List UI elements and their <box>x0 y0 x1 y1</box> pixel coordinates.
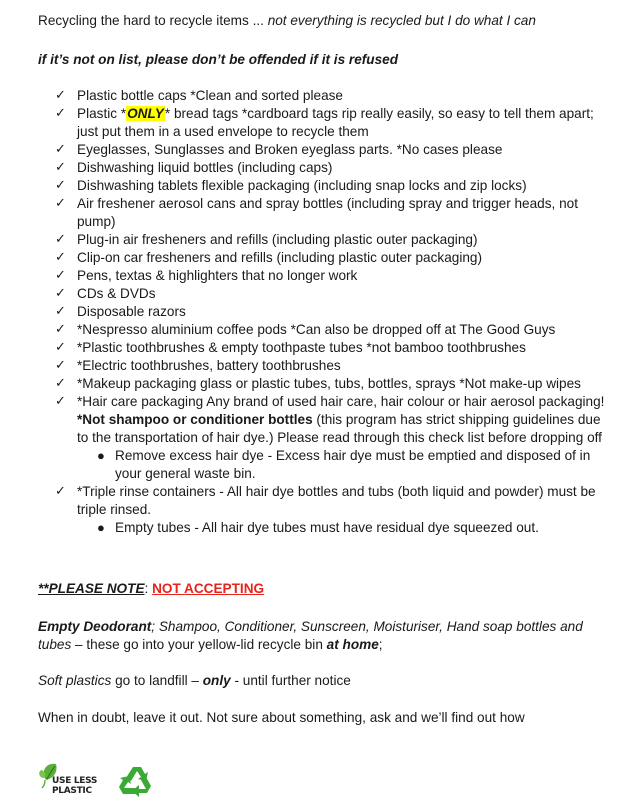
checklist-item-text: *Electric toothbrushes, battery toothbrushes <box>77 358 341 373</box>
checkmark-icon: ✓ <box>55 340 66 355</box>
checklist-item-text: Clip-on car fresheners and refills (including plastic outer packaging) <box>77 250 482 265</box>
checklist-item-text: *Plastic toothbrushes & empty toothpaste tubes *not bamboo toothbrushes <box>77 340 526 355</box>
checkmark-icon: ✓ <box>55 142 66 157</box>
sub-list-item: ● Remove excess hair dye - Excess hair dye must be emptied and disposed of in your general waste bin. <box>97 448 591 481</box>
checklist-item-text: Air freshener aerosol cans and spray bottles (including spray and trigger heads, not pump) <box>77 196 578 229</box>
checklist-item <box>55 321 615 339</box>
checklist-item <box>55 177 615 195</box>
sub-list <box>77 519 615 537</box>
checklist-item-text: *Makeup packaging glass or plastic tubes, tubs, bottles, sprays *Not make-up wipes <box>77 376 581 391</box>
use-less-plastic-logo: USE LESS PLASTIC <box>36 758 100 804</box>
checklist-item <box>55 285 615 303</box>
accepted-items-list <box>55 87 615 537</box>
checkmark-icon: ✓ <box>55 286 66 301</box>
please-note-line: **PLEASE NOTE: NOT ACCEPTING <box>38 581 265 596</box>
bullet-icon: ● <box>97 520 105 535</box>
checklist-item <box>55 339 615 357</box>
checkmark-icon: ✓ <box>55 196 66 211</box>
checkmark-icon: ✓ <box>55 160 66 175</box>
checkmark-icon: ✓ <box>55 304 66 319</box>
sub-list-item: ● Empty tubes - All hair dye tubes must have residual dye squeezed out. <box>97 520 539 535</box>
checklist-item <box>55 195 615 231</box>
checklist-item <box>55 231 615 249</box>
checkmark-icon: ✓ <box>55 268 66 283</box>
soft-plastics-note: Soft plastics go to landfill – only - until further notice <box>38 673 351 688</box>
checklist-item-text: Disposable razors <box>77 304 186 319</box>
checklist-item-text: Dishwashing tablets flexible packaging (including snap locks and zip locks) <box>77 178 527 193</box>
checkmark-icon: ✓ <box>55 394 66 409</box>
checklist-item-text: Pens, textas & highlighters that no longer work <box>77 268 358 283</box>
checklist-item <box>55 249 615 267</box>
not-accepting-label: NOT ACCEPTING <box>152 581 265 596</box>
recycle-icon <box>118 764 156 802</box>
checklist-item <box>55 105 615 141</box>
bold-exclusion: *Not shampoo or conditioner bottles <box>77 412 313 427</box>
checkmark-icon: ✓ <box>55 376 66 391</box>
checklist-item-text: Dishwashing liquid bottles (including caps) <box>77 160 333 175</box>
closing-line: When in doubt, leave it out. Not sure about something, ask and we’ll find out how <box>38 710 525 725</box>
checklist-item <box>55 159 615 177</box>
checklist-item <box>55 141 615 159</box>
checkmark-icon: ✓ <box>55 484 66 499</box>
empty-containers-note: Empty Deodorant; Shampoo, Conditioner, Sunscreen, Moisturiser, Hand soap bottles and tubes – these go into your yellow-lid recycle bin at home; <box>38 619 583 652</box>
checklist-item <box>55 357 615 375</box>
checklist-item-text: Plastic *ONLY* bread tags *cardboard tags rip really easily, so easy to tell them apart; just put them in a used envelope to recycle them <box>77 106 594 139</box>
checklist-item <box>55 393 615 483</box>
checklist-item <box>55 303 615 321</box>
checklist-item-text: *Triple rinse containers - All hair dye bottles and tubs (both liquid and powder) must be triple rinsed. <box>77 484 596 517</box>
checkmark-icon: ✓ <box>55 322 66 337</box>
checklist-item <box>55 375 615 393</box>
checkmark-icon: ✓ <box>55 250 66 265</box>
bullet-icon: ● <box>97 448 105 463</box>
checkmark-icon: ✓ <box>55 106 66 121</box>
checklist-item <box>55 267 615 285</box>
document-title: Recycling the hard to recycle items ... not everything is recycled but I do what I can <box>38 13 536 28</box>
checklist-item-text: Plastic bottle caps *Clean and sorted please <box>77 88 343 103</box>
checkmark-icon: ✓ <box>55 232 66 247</box>
checkmark-icon: ✓ <box>55 88 66 103</box>
checklist-item <box>55 483 615 537</box>
sub-list <box>77 447 615 483</box>
only-highlight: ONLY <box>127 106 164 121</box>
refusal-warning: if it’s not on list, please don’t be offended if it is refused <box>38 52 399 67</box>
checklist-item-text: CDs & DVDs <box>77 286 156 301</box>
checkmark-icon: ✓ <box>55 178 66 193</box>
checkmark-icon: ✓ <box>55 358 66 373</box>
checklist-item-text: *Nespresso aluminium coffee pods *Can also be dropped off at The Good Guys <box>77 322 556 337</box>
please-note-label: **PLEASE NOTE <box>38 581 145 596</box>
checklist-item <box>55 87 615 105</box>
checklist-item-text: Eyeglasses, Sunglasses and Broken eyeglass parts. *No cases please <box>77 142 503 157</box>
checklist-item-text: *Hair care packaging Any brand of used hair care, hair colour or hair aerosol packaging! *Not shampoo or conditioner bottles (this program has strict shipping guidelines due to the transportation of hair dye.) Please read through this check list before dropping off <box>77 394 605 445</box>
checklist-item-text: Plug-in air fresheners and refills (including plastic outer packaging) <box>77 232 478 247</box>
